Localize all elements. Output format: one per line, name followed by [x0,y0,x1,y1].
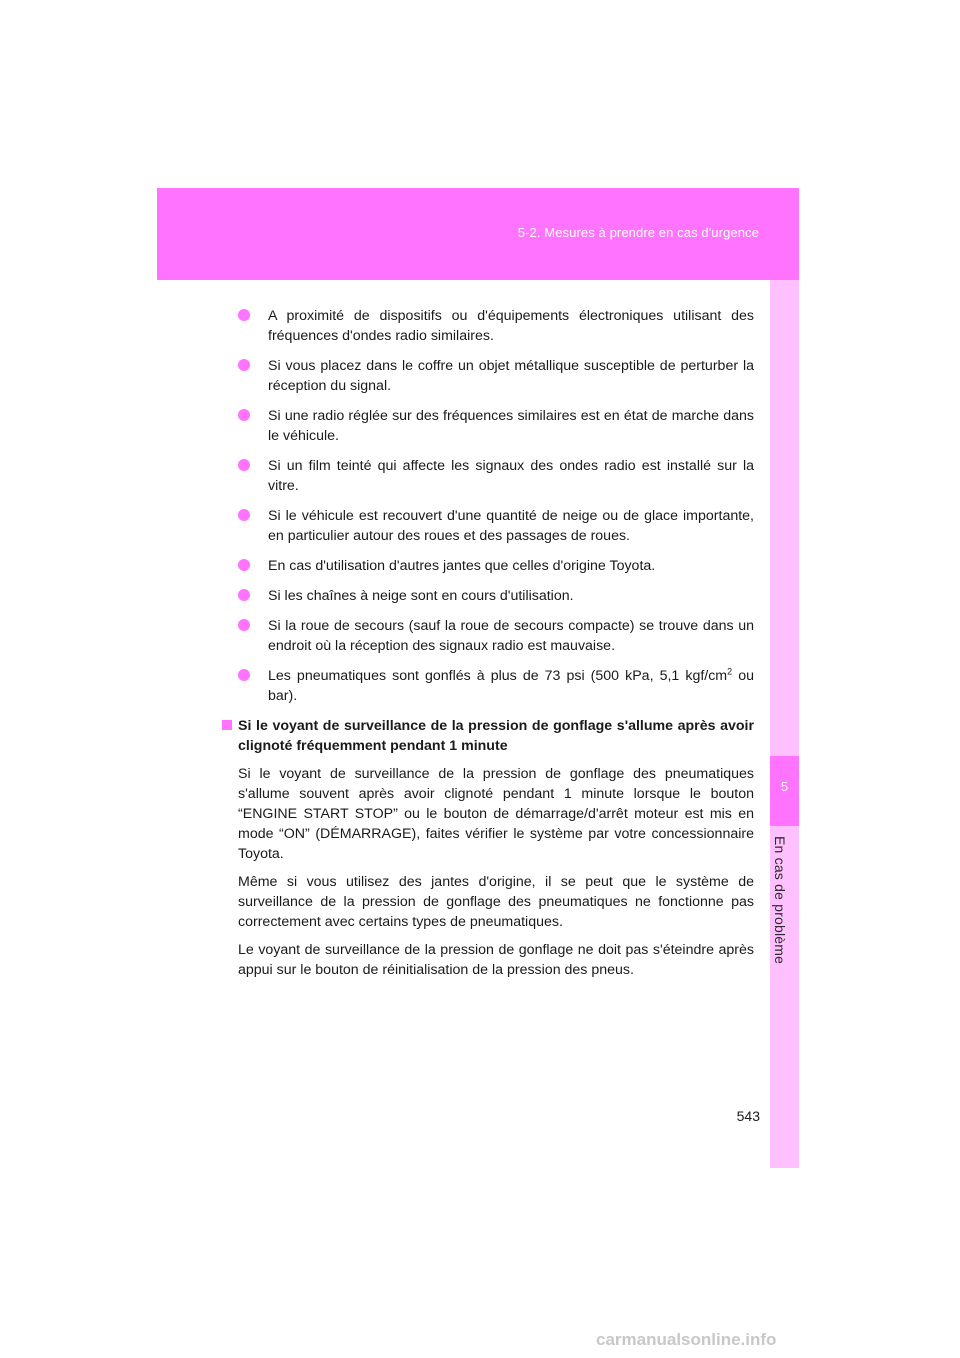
watermark: carmanualsonline.info [596,1330,777,1349]
bullet-dot-icon [238,589,250,601]
chapter-number: 5 [780,779,789,794]
paragraph: Le voyant de surveillance de la pression de gonflage ne doit pas s'éteindre après appui sur le bouton de réinitialisation de la pression des pneus. [238,942,754,978]
bullet-dot-icon [238,619,250,631]
bullet-dot-icon [238,309,250,321]
bullet-dot-icon [238,669,250,681]
page-content [222,306,754,980]
header-band [157,188,799,280]
bullet-dot-icon [238,509,250,521]
bullet-item: Si la roue de secours (sauf la roue de secours compacte) se trouve dans un endroit où la réception des signaux radio est mauvaise. [238,616,754,656]
bullet-dot-icon [238,409,250,421]
bullet-item: En cas d'utilisation d'autres jantes que celles d'origine Toyota. [238,556,754,576]
section-title: 5-2. Mesures à prendre en cas d'urgence [517,225,759,240]
bullet-item: Si une radio réglée sur des fréquences similaires est en état de marche dans le véhicule. [238,406,754,446]
square-bullet-icon [222,720,232,730]
page-number: 543 [736,1108,760,1124]
bullet-item: Les pneumatiques sont gonflés à plus de 73 psi (500 kPa, 5,1 kgf/$cm^2$ ou bar). [238,666,754,706]
bullet-item: Si le véhicule est recouvert d'une quantité de neige ou de glace importante, en particulier autour des roues et des passages de roues. [238,506,754,546]
superscript: 2 [727,666,733,677]
chapter-title: En cas de problème [772,836,788,965]
bullet-item: Si vous placez dans le coffre un objet métallique susceptible de perturber la réception du signal. [238,356,754,396]
bullet-item: Si un film teinté qui affecte les signaux des ondes radio est installé sur la vitre. [238,456,754,496]
bullet-item: Si les chaînes à neige sont en cours d'utilisation. [238,586,754,606]
chapter-side-tab [770,280,799,1168]
section-heading: Si le voyant de surveillance de la pression de gonflage s'allume après avoir clignoté fréquemment pendant 1 minute [222,716,754,756]
bullet-dot-icon [238,559,250,571]
bullet-item: A proximité de dispositifs ou d'équipements électroniques utilisant des fréquences d'ondes radio similaires. [238,306,754,346]
bullet-dot-icon [238,359,250,371]
paragraph: Si le voyant de surveillance de la pression de gonflage des pneumatiques s'allume souvent après avoir clignoté pendant 1 minute lorsque le bouton “ENGINE START STOP” ou le bouton de démarrage/d'arrêt moteur est mis en mode “ON” (DÉMARRAGE), faites vérifier le système par votre concessionnaire Toyota. [238,766,754,862]
bullet-dot-icon [238,459,250,471]
paragraph: Même si vous utilisez des jantes d'origine, il se peut que le système de surveillance de la pression de gonflage des pneumatiques ne fonctionne pas correctement avec certains types de pneumatiques. [238,874,754,930]
